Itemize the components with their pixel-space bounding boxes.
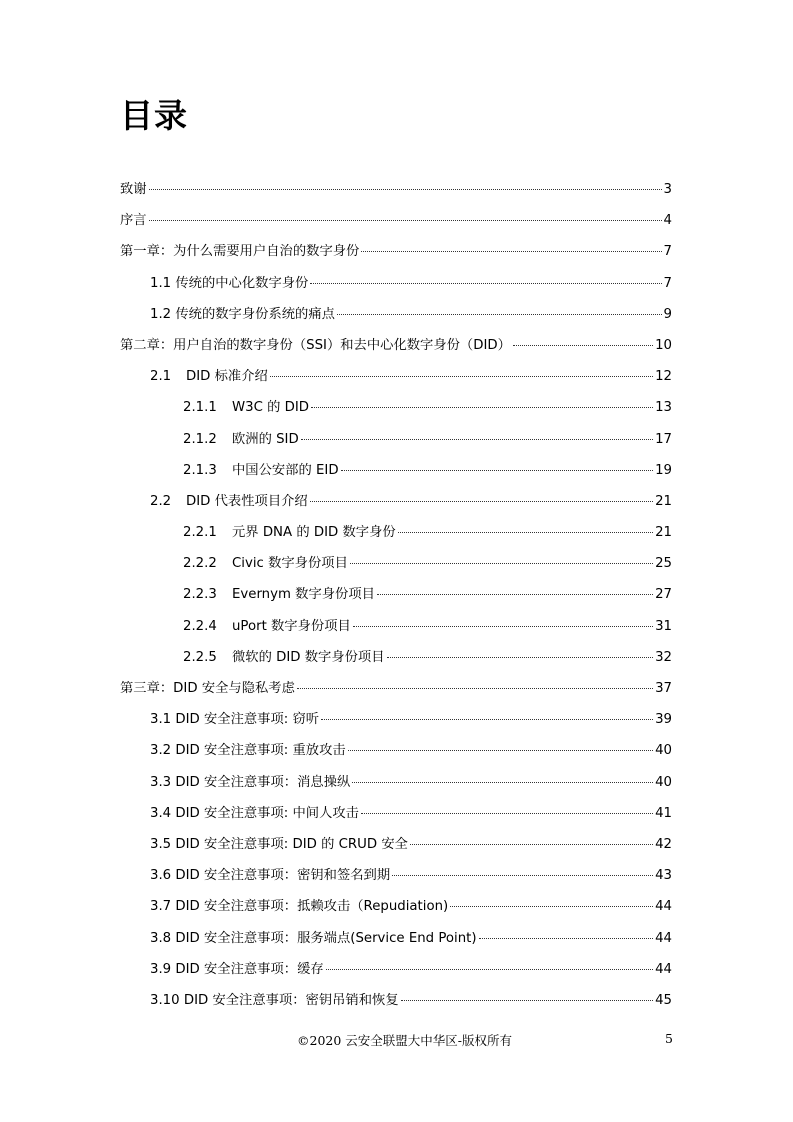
toc-entry-label: Evernym 数字身份项目 <box>232 587 375 603</box>
toc-entry-2-2-3[interactable] <box>120 579 672 610</box>
dot-leader <box>352 782 653 783</box>
toc-entry-2-2-2[interactable] <box>120 548 672 579</box>
toc-entry-label: 元界 DNA 的 DID 数字身份 <box>232 525 396 541</box>
toc-entry-page: 3 <box>663 182 672 197</box>
toc-entry-page: 19 <box>655 462 672 478</box>
dot-leader <box>401 1000 653 1001</box>
toc-entry-2-1[interactable] <box>120 361 672 392</box>
toc-entry-page: 39 <box>655 712 672 728</box>
toc-entry-page: 44 <box>655 899 672 915</box>
toc-entry-label: 1.2 传统的数字身份系统的痛点 <box>150 306 335 322</box>
toc-entry-3-2[interactable] <box>120 735 672 766</box>
dot-leader <box>350 563 653 564</box>
toc-entry-label: 微软的 DID 数字身份项目 <box>232 649 385 665</box>
toc-entry-page: 40 <box>655 743 672 759</box>
dot-leader <box>149 220 662 221</box>
toc-entry-label: 3.2 DID 安全注意事项: 重放攻击 <box>150 743 346 759</box>
toc-entry-label: 3.6 DID 安全注意事项：密钥和签名到期 <box>150 868 391 884</box>
toc-entry-label: DID 代表性项目介绍 <box>186 493 308 509</box>
dot-leader <box>353 626 653 627</box>
toc-entry-page: 41 <box>655 805 672 821</box>
dot-leader <box>392 875 653 876</box>
dot-leader <box>301 439 653 440</box>
dot-leader <box>297 688 653 689</box>
dot-leader <box>479 938 654 939</box>
toc-entry-3-9[interactable] <box>120 954 672 985</box>
dot-leader <box>310 283 661 284</box>
toc-entry-page: 42 <box>655 836 672 852</box>
toc-entry-label: W3C 的 DID <box>232 400 310 416</box>
toc-entry-page: 37 <box>655 681 672 696</box>
page-number: 5 <box>665 1031 673 1046</box>
toc-entry-3-8[interactable] <box>120 923 672 954</box>
dot-leader <box>361 813 653 814</box>
toc-entry-label: Civic 数字身份项目 <box>232 556 348 572</box>
toc-entry-label: 致谢 <box>120 182 147 197</box>
toc-title: 目录 <box>120 96 188 135</box>
dot-leader <box>270 376 653 377</box>
toc-entry-page: 9 <box>663 306 672 322</box>
toc-entry-page: 44 <box>655 961 672 977</box>
toc-entry-label: 3.4 DID 安全注意事项: 中间人攻击 <box>150 805 359 821</box>
toc-entry-chapter-3[interactable] <box>120 673 672 704</box>
toc-entry-page: 17 <box>655 431 672 447</box>
toc-entry-label: 3.3 DID 安全注意事项：消息操纵 <box>150 774 351 790</box>
toc-entry-preface[interactable] <box>120 205 672 236</box>
toc-entry-2-1-3[interactable] <box>120 455 672 486</box>
toc-entry-3-7[interactable] <box>120 891 672 922</box>
toc-entry-label: 1.1 传统的中心化数字身份 <box>150 275 309 291</box>
toc-entry-page: 21 <box>655 493 672 509</box>
toc-entry-label: 欧洲的 SID <box>232 431 299 447</box>
toc-entry-label: 3.9 DID 安全注意事项：缓存 <box>150 961 324 977</box>
toc-entry-number: 2.2.4 <box>183 618 217 634</box>
toc-entry-page: 31 <box>655 618 672 634</box>
toc-entry-number: 2.1.2 <box>183 431 217 447</box>
toc-entry-number: 2.2 <box>150 493 172 509</box>
toc-entry-label: 序言 <box>120 213 147 229</box>
toc-entry-label: uPort 数字身份项目 <box>232 618 351 634</box>
dot-leader <box>387 657 654 658</box>
toc-entry-number: 2.2.5 <box>183 649 217 665</box>
table-of-contents <box>120 174 672 1016</box>
toc-entry-page: 7 <box>663 275 672 291</box>
toc-entry-number: 2.1.1 <box>183 400 217 416</box>
dot-leader <box>311 407 653 408</box>
toc-entry-3-3[interactable] <box>120 767 672 798</box>
toc-entry-3-10[interactable] <box>120 985 672 1016</box>
toc-entry-label: DID 标准介绍 <box>186 369 268 385</box>
toc-entry-label: 3.1 DID 安全注意事项: 窃听 <box>150 712 320 728</box>
toc-entry-number: 2.1 <box>150 369 172 385</box>
dot-leader <box>337 314 662 315</box>
toc-entry-page: 13 <box>655 400 672 416</box>
dot-leader <box>326 969 653 970</box>
toc-entry-number: 2.2.2 <box>183 556 217 572</box>
toc-entry-label: 3.7 DID 安全注意事项：抵赖攻击（Repudiation) <box>150 899 449 915</box>
toc-entry-3-4[interactable] <box>120 798 672 829</box>
dot-leader <box>310 501 653 502</box>
dot-leader <box>321 719 653 720</box>
toc-entry-1-1[interactable] <box>120 268 672 299</box>
toc-entry-page: 25 <box>655 556 672 572</box>
toc-entry-number: 2.2.1 <box>183 525 217 541</box>
toc-entry-label: 第一章：为什么需要用户自治的数字身份 <box>120 244 360 260</box>
toc-entry-page: 21 <box>655 525 672 541</box>
toc-entry-2-1-2[interactable] <box>120 424 672 455</box>
toc-entry-page: 10 <box>655 337 672 353</box>
dot-leader <box>377 594 653 595</box>
toc-entry-label: 3.5 DID 安全注意事项: DID 的 CRUD 安全 <box>150 836 408 852</box>
dot-leader <box>450 906 653 907</box>
toc-entry-2-1-1[interactable] <box>120 392 672 423</box>
toc-entry-page: 43 <box>655 868 672 884</box>
dot-leader <box>341 470 654 471</box>
toc-entry-label: 第二章：用户自治的数字身份（SSI）和去中心化数字身份（DID） <box>120 337 511 353</box>
toc-entry-3-6[interactable] <box>120 860 672 891</box>
toc-entry-label: 中国公安部的 EID <box>232 462 339 478</box>
toc-entry-page: 40 <box>655 774 672 790</box>
dot-leader <box>149 189 662 190</box>
toc-entry-page: 45 <box>655 992 672 1008</box>
toc-entry-3-1[interactable] <box>120 704 672 735</box>
toc-entry-page: 32 <box>655 649 672 665</box>
toc-entry-2-2-4[interactable] <box>120 611 672 642</box>
dot-leader <box>361 251 661 252</box>
dot-leader <box>398 532 653 533</box>
toc-entry-2-2-1[interactable] <box>120 517 672 548</box>
copyright-notice: ©2020 云安全联盟大中华区-版权所有 <box>297 1033 513 1048</box>
toc-entry-page: 44 <box>655 930 672 946</box>
toc-entry-page: 4 <box>663 213 672 229</box>
toc-entry-label: 3.8 DID 安全注意事项：服务端点(Service End Point) <box>150 930 477 946</box>
toc-entry-number: 2.2.3 <box>183 587 217 603</box>
toc-entry-chapter-1[interactable] <box>120 236 672 267</box>
dot-leader <box>410 844 653 845</box>
toc-entry-3-5[interactable] <box>120 829 672 860</box>
toc-entry-acknowledgements[interactable] <box>120 174 672 205</box>
dot-leader <box>513 345 653 346</box>
toc-entry-page: 27 <box>655 587 672 603</box>
toc-entry-label: 第三章：DID 安全与隐私考虑 <box>120 681 295 696</box>
toc-entry-label: 3.10 DID 安全注意事项：密钥吊销和恢复 <box>150 992 399 1008</box>
dot-leader <box>348 750 653 751</box>
toc-entry-1-2[interactable] <box>120 299 672 330</box>
toc-entry-2-2-5[interactable] <box>120 642 672 673</box>
toc-entry-number: 2.1.3 <box>183 462 217 478</box>
toc-entry-page: 12 <box>655 369 672 385</box>
toc-entry-chapter-2[interactable] <box>120 330 672 361</box>
toc-entry-2-2[interactable] <box>120 486 672 517</box>
toc-entry-page: 7 <box>663 244 672 260</box>
